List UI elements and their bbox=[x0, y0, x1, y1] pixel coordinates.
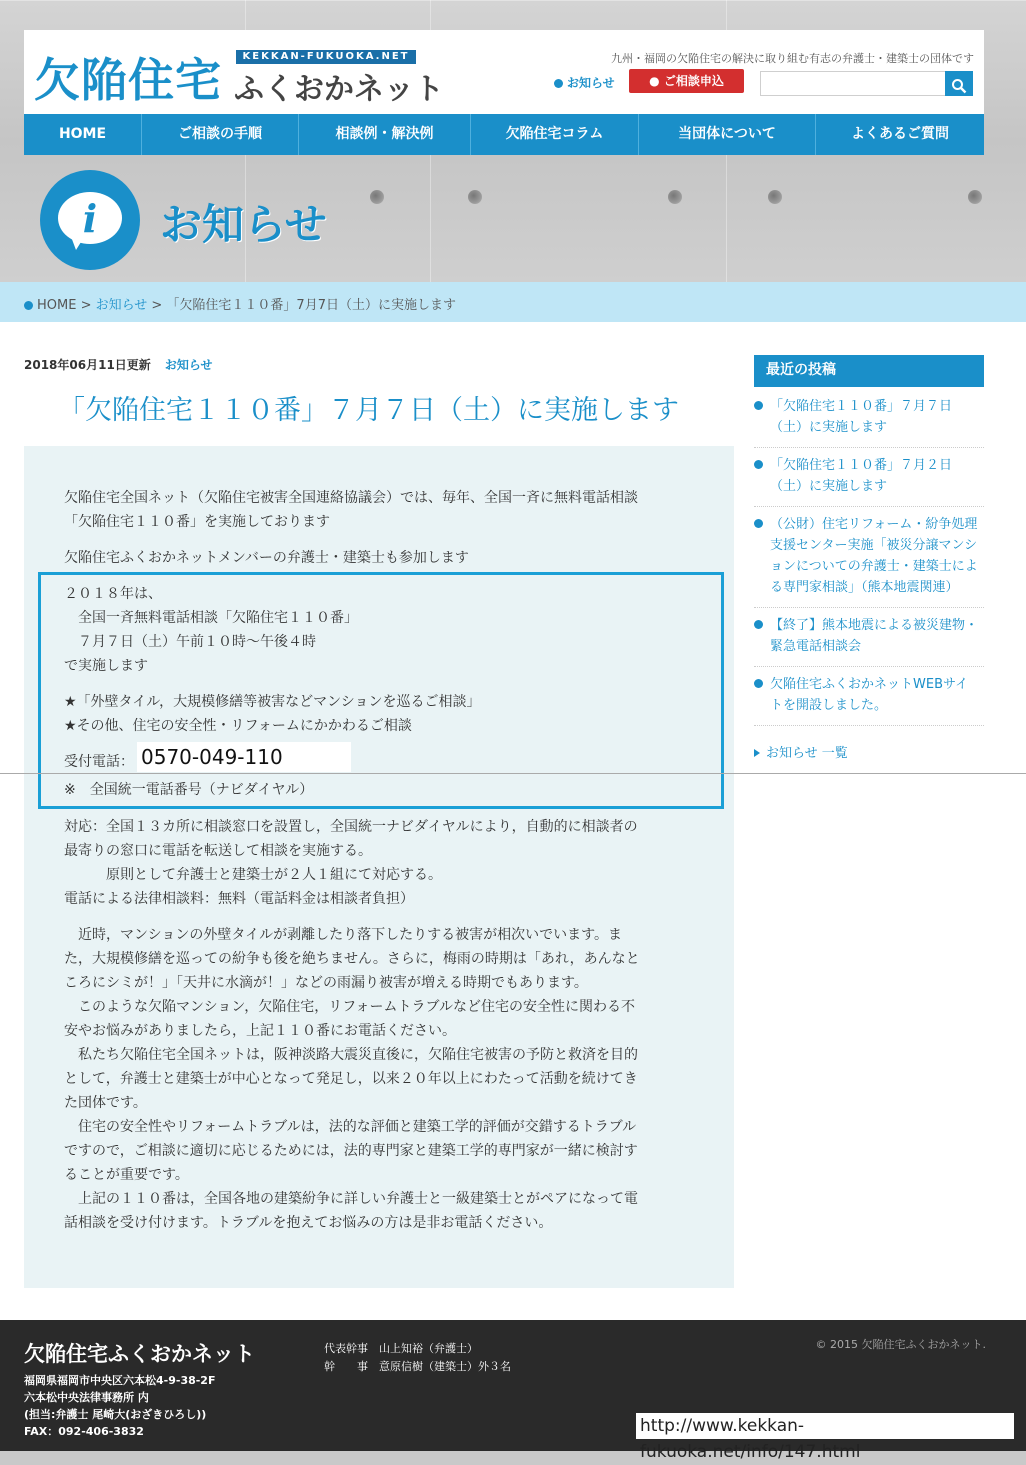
post-text: ２０１８年は、 bbox=[64, 586, 162, 602]
post-text: 対応：全国１３カ所に相談窓口を設置し，全国統一ナビダイヤルにより，自動的に相談者の bbox=[64, 819, 638, 835]
post-text: ★その他、住宅の安全性・リフォームにかかわるご相談 bbox=[64, 718, 412, 734]
nav-home[interactable]: HOME bbox=[24, 114, 142, 155]
logo-main-text[interactable]: 欠陥住宅 bbox=[34, 53, 222, 107]
bullet-icon bbox=[754, 401, 763, 410]
nav-column[interactable]: 欠陥住宅コラム bbox=[471, 114, 639, 155]
post-text: 最寄りの窓口に電話を転送して相談を実施する。 bbox=[64, 843, 372, 859]
nav-faq[interactable]: よくあるご質問 bbox=[851, 126, 949, 142]
post-text: として，弁護士と建築士が中心となって発足し，以来２０年以上にわたって活動を続けてき bbox=[64, 1071, 638, 1087]
nav-consult-steps[interactable]: ご相談の手順 bbox=[142, 114, 299, 155]
search-button[interactable] bbox=[945, 71, 973, 96]
page-heading: お知らせ bbox=[160, 200, 327, 249]
phone-number[interactable]: 0570-049-110 bbox=[137, 742, 351, 772]
post-text: で実施します bbox=[64, 658, 148, 674]
sidebar-post-link[interactable]: 「欠陥住宅１１０番」７月２日 （土）に実施します bbox=[754, 455, 984, 507]
post-text: 欠陥住宅全国ネット（欠陥住宅被害全国連絡協議会）では、毎年、全国一斉に無料電話相談 bbox=[64, 490, 638, 506]
search-input[interactable] bbox=[760, 71, 946, 96]
post-text: このような欠陥マンション，欠陥住宅，リフォームトラブルなど住宅の安全性に関わる不 bbox=[64, 999, 635, 1015]
post-text: 私たち欠陥住宅全国ネットは，阪神淡路大震災直後に，欠陥住宅被害の予防と救済を目的 bbox=[64, 1047, 638, 1063]
post-title: 「欠陥住宅１１０番」７月７日（土）に実施します bbox=[58, 395, 679, 426]
post-meta bbox=[24, 356, 212, 373]
divider bbox=[0, 773, 1026, 774]
post-text: 上記の１１０番は，全国各地の建築紛争に詳しい弁護士と一級建築士とがペアになって電 bbox=[64, 1191, 638, 1207]
post-date: 2018年06月11日更新 bbox=[24, 358, 151, 372]
post-text: 欠陥住宅ふくおかネットメンバーの弁護士・建築士も参加します bbox=[64, 550, 469, 566]
main-nav bbox=[24, 114, 984, 155]
post-text: 「欠陥住宅１１０番」を実施しております bbox=[64, 514, 330, 530]
post-text: 電話による法律相談料：無料（電話料金は相談者負担） bbox=[64, 891, 414, 907]
search-icon bbox=[951, 78, 967, 94]
post-text: ※ 全国統一電話番号（ナビダイヤル） bbox=[64, 782, 314, 798]
news-list-link[interactable]: お知らせ 一覧 bbox=[754, 742, 848, 761]
page-url: http://www.kekkan-fukuoka.net/info/147.html bbox=[636, 1413, 1014, 1439]
footer-copyright: © 2015 欠陥住宅ふくおかネット. bbox=[815, 1338, 986, 1351]
post-text: 全国一斉無料電話相談「欠陥住宅１１０番」 bbox=[64, 610, 358, 626]
breadcrumb: HOME > お知らせ > 「欠陥住宅１１０番」7月7日（土）に実施します bbox=[0, 282, 1026, 322]
post-text: ７月７日（土）午前１０時～午後４時 bbox=[64, 634, 316, 650]
phone-label: 受付電話： bbox=[64, 754, 134, 770]
triangle-right-icon bbox=[754, 749, 760, 757]
nav-cases[interactable]: 相談例・解決例 bbox=[299, 114, 471, 155]
consult-button[interactable]: ● ご相談申込 bbox=[629, 69, 744, 93]
footer-staff: 代表幹事 山上知裕（弁護士） 幹 事 意原信樹（建築士）外３名 bbox=[324, 1342, 511, 1373]
sidebar-post-link[interactable]: （公財）住宅リフォーム・紛争処理 支援センター実施「被災分譲マンシ ョンについての弁護士・建築士によ る専門家相談」（熊本地震関連） bbox=[754, 514, 984, 608]
bullet-icon bbox=[754, 620, 763, 629]
sidebar-post-link[interactable]: 欠陥住宅ふくおかネットWEBサイ トを開設しました。 bbox=[754, 674, 984, 726]
post-text: ですので，ご相談に適切に応じるためには，法的専門家と建築工学的専門家が一緒に検討す bbox=[64, 1143, 638, 1159]
post-text: た団体です。 bbox=[64, 1095, 147, 1111]
post-text: 住宅の安全性やリフォームトラブルは，法的な評価と建築工学的評価が交錯するトラブル bbox=[64, 1119, 637, 1135]
bullet-icon bbox=[754, 460, 763, 469]
logo-badge: KEKKAN-FUKUOKA.NET bbox=[236, 50, 416, 64]
breadcrumb-home[interactable]: HOME bbox=[37, 298, 77, 313]
sidebar-post-link[interactable]: 「欠陥住宅１１０番」７月７日 （土）に実施します bbox=[754, 396, 984, 448]
post-text: ころにシミが！」「天井に水滴が！」などの雨漏り被害が増える時期でもあります。 bbox=[64, 975, 588, 991]
sidebar-title: 最近の投稿 bbox=[754, 355, 984, 387]
header-news-link[interactable]: お知らせ bbox=[554, 74, 615, 91]
circle-arrow-icon: ● bbox=[649, 74, 664, 88]
site-tagline: 九州・福岡の欠陥住宅の解決に取り組む有志の弁護士・建築士の団体です bbox=[611, 52, 974, 65]
post-text: 安やお悩みがありましたら，上記１１０番にお電話ください。 bbox=[64, 1023, 456, 1039]
footer-address: 福岡県福岡市中央区六本松4-9-38-2F 六本松中央法律事務所 内 (担当:弁護士 尾崎大(おざきひろし)) FAX：092-406-3832 bbox=[24, 1374, 216, 1438]
post-text: 話相談を受け付けます。トラブルを抱えてお悩みの方は是非お電話ください。 bbox=[64, 1215, 553, 1231]
post-text: ることが重要です。 bbox=[64, 1167, 189, 1183]
breadcrumb-current: 「欠陥住宅１１０番」7月7日（土）に実施します bbox=[166, 298, 456, 313]
site-header bbox=[24, 30, 984, 114]
logo-sub-text[interactable]: ふくおかネット bbox=[234, 72, 444, 107]
post-category[interactable]: お知らせ bbox=[164, 358, 213, 372]
nav-about[interactable]: 当団体について bbox=[639, 114, 816, 155]
bullet-icon bbox=[754, 519, 763, 528]
post-text: ★「外壁タイル，大規模修繕等被害などマンションを巡るご相談」 bbox=[64, 694, 481, 710]
bullet-icon bbox=[554, 79, 563, 88]
footer-org-name: 欠陥住宅ふくおかネット bbox=[24, 1342, 255, 1366]
post-text: 近時，マンションの外壁タイルが剥離したり落下したりする被害が相次いでいます。ま bbox=[64, 927, 622, 943]
post-text: 原則として弁護士と建築士が２人１組にて対応する。 bbox=[64, 867, 442, 883]
sidebar-post-link[interactable]: 【終了】熊本地震による被災建物・ 緊急電話相談会 bbox=[754, 615, 984, 667]
breadcrumb-news[interactable]: お知らせ bbox=[95, 298, 148, 313]
bullet-icon bbox=[24, 301, 33, 310]
bullet-icon bbox=[754, 679, 763, 688]
post-text: た，大規模修繕を巡っての紛争も後を絶ちません。さらに，梅雨の時期は「あれ，あんなと bbox=[64, 951, 640, 967]
info-icon: i bbox=[40, 170, 140, 270]
